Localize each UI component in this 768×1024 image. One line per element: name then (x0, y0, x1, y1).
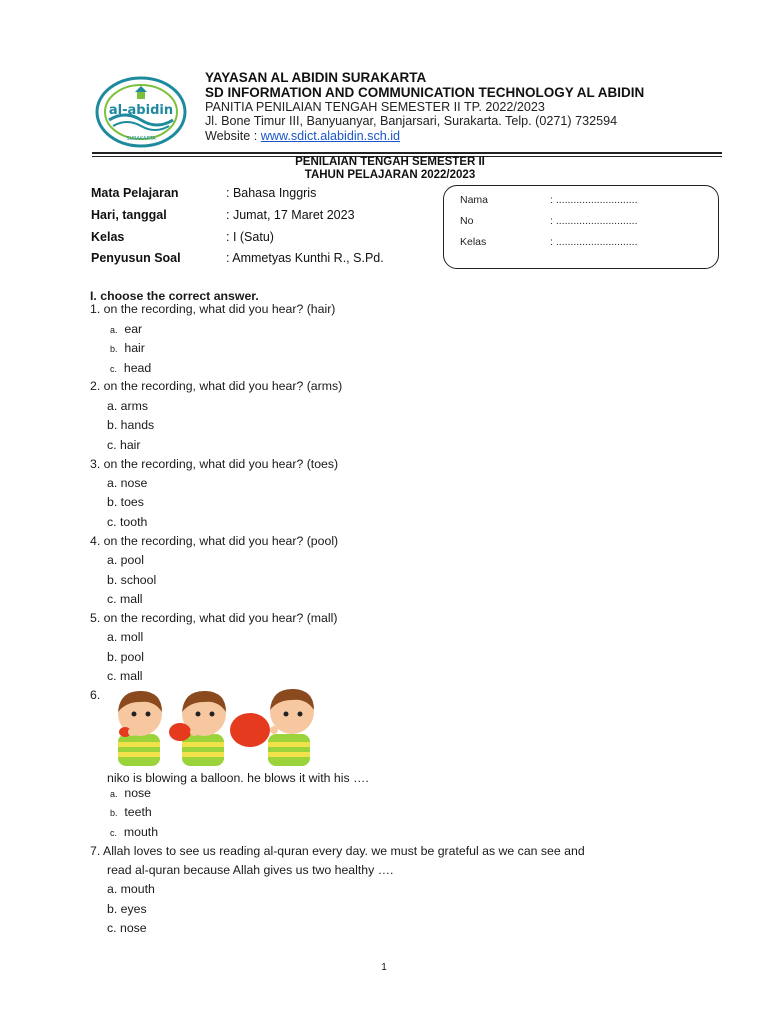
option-6b[interactable]: b. teeth (110, 805, 152, 819)
boys-blowing-balloon-illustration (110, 686, 325, 768)
website-link[interactable]: www.sdict.alabidin.sch.id (260, 128, 401, 143)
id-value: : ............................ (550, 194, 638, 206)
option-1c[interactable]: c. head (110, 361, 152, 375)
website-label: Website : (205, 128, 261, 143)
option-2c[interactable]: c. hair (107, 438, 141, 452)
school-logo (95, 76, 187, 148)
id-value: : ............................ (550, 236, 638, 248)
kid-2 (169, 691, 226, 766)
header-divider (92, 152, 722, 154)
id-value: : ............................ (550, 215, 638, 227)
info-label: Penyusun Soal (91, 251, 181, 265)
option-7c[interactable]: c. nose (107, 921, 147, 935)
id-row-class[interactable] (460, 236, 638, 248)
question-5: 5. on the recording, what did you hear? (mall) (90, 611, 338, 625)
info-label: Hari, tanggal (91, 208, 167, 222)
question-6: 6. (90, 688, 101, 702)
foundation-name: YAYASAN AL ABIDIN SURAKARTA (205, 70, 427, 85)
question-6-caption: niko is blowing a balloon. he blows it with his …. (107, 771, 369, 785)
logo-subtext: SURAKARTA (126, 136, 156, 142)
option-7a[interactable]: a. mouth (107, 882, 155, 896)
option-4b[interactable]: b. school (107, 573, 157, 587)
option-2a[interactable]: a. arms (107, 399, 148, 413)
kid-1 (118, 691, 162, 766)
option-5a[interactable]: a. moll (107, 630, 144, 644)
id-label: Kelas (460, 236, 487, 248)
option-6a[interactable]: a. nose (110, 786, 152, 800)
option-5c[interactable]: c. mall (107, 669, 143, 683)
option-5b[interactable]: b. pool (107, 650, 144, 664)
committee-line: PANITIA PENILAIAN TENGAH SEMESTER II TP. 2022/2023 (205, 100, 545, 114)
option-3c[interactable]: c. tooth (107, 515, 148, 529)
option-3b[interactable]: b. toes (107, 495, 144, 509)
option-1a[interactable]: a. ear (110, 322, 143, 336)
option-4a[interactable]: a. pool (107, 553, 144, 567)
info-value: : Bahasa Inggris (226, 186, 317, 200)
kid-3 (230, 689, 314, 766)
question-1: 1. on the recording, what did you hear? (hair) (90, 302, 336, 316)
option-4c[interactable]: c. mall (107, 592, 143, 606)
exam-year: TAHUN PELAJARAN 2022/2023 (304, 169, 476, 181)
info-value: : I (Satu) (226, 230, 274, 244)
option-3a[interactable]: a. nose (107, 476, 148, 490)
info-label: Mata Pelajaran (91, 186, 179, 200)
website-line (205, 129, 735, 143)
question-2: 2. on the recording, what did you hear? (arms) (90, 379, 343, 393)
question-3: 3. on the recording, what did you hear? (toes) (90, 457, 339, 471)
logo-text: al-abidin (108, 103, 174, 118)
section-heading: I. choose the correct answer. (90, 289, 259, 303)
question-4: 4. on the recording, what did you hear? (pool) (90, 534, 339, 548)
school-header (205, 70, 735, 143)
option-6c[interactable]: c. mouth (110, 825, 159, 839)
id-row-number[interactable] (460, 215, 638, 227)
info-label: Kelas (91, 230, 125, 244)
info-value: : Jumat, 17 Maret 2023 (226, 208, 355, 222)
id-row-name[interactable] (460, 194, 638, 206)
school-address: Jl. Bone Timur III, Banyuanyar, Banjarsari, Surakarta. Telp. (0271) 732594 (205, 114, 618, 129)
option-2b[interactable]: b. hands (107, 418, 155, 432)
option-1b[interactable]: b. hair (110, 341, 145, 355)
option-7b[interactable]: b. eyes (107, 902, 147, 916)
school-name: SD INFORMATION AND COMMUNICATION TECHNOLOGY AL ABIDIN (205, 85, 645, 100)
id-label: No (460, 215, 474, 227)
exam-title (180, 156, 600, 182)
question-7: 7. Allah loves to see us reading al-quran every day. we must be grateful as we can see and (90, 844, 585, 858)
id-label: Nama (460, 194, 489, 206)
exam-name: PENILAIAN TENGAH SEMESTER II (295, 156, 485, 168)
question-7-continued: read al-quran because Allah gives us two healthy …. (107, 863, 394, 877)
page-number: 1 (381, 962, 387, 973)
student-id-box (443, 185, 719, 269)
info-value: : Ammetyas Kunthi R., S.Pd. (226, 251, 384, 265)
